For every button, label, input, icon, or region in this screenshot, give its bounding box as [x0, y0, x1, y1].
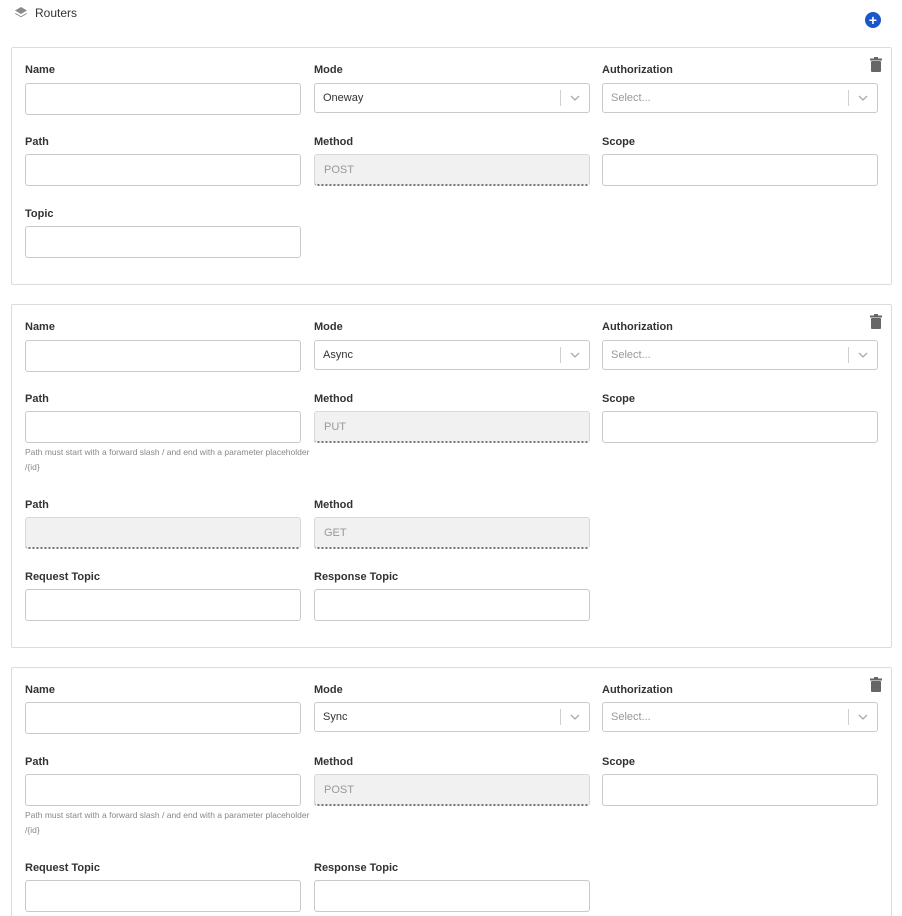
path-input[interactable]: [25, 774, 301, 806]
request-topic-label: Request Topic: [25, 571, 100, 583]
method-label: Method: [314, 393, 354, 405]
path-label: Path: [25, 136, 49, 148]
response-topic-label: Response Topic: [314, 571, 399, 583]
second-method-label: Method: [314, 499, 354, 511]
name-label: Name: [25, 684, 55, 696]
path-label: Path: [25, 756, 49, 768]
method-label: Method: [314, 756, 354, 768]
name-label: Name: [25, 321, 55, 333]
authorization-select[interactable]: [602, 83, 878, 113]
mode-value: Async: [323, 349, 353, 361]
response-topic-label: Response Topic: [314, 862, 399, 874]
mode-select[interactable]: [314, 83, 590, 113]
plus-circle-icon: +: [868, 12, 878, 28]
authorization-label: Authorization: [602, 64, 673, 76]
scope-label: Scope: [602, 393, 636, 405]
response-topic-input[interactable]: [314, 589, 590, 621]
name-input[interactable]: [25, 340, 301, 372]
method-value: POST: [324, 783, 354, 796]
authorization-select[interactable]: [602, 702, 878, 732]
chevron-down-icon: [849, 714, 877, 720]
method-value: PUT: [324, 420, 346, 433]
path-input[interactable]: [25, 154, 301, 186]
second-path-field: [25, 517, 301, 549]
topic-input[interactable]: [25, 226, 301, 258]
second-method-field: [314, 517, 590, 549]
chevron-down-icon: [561, 95, 589, 101]
chevron-down-icon: [849, 95, 877, 101]
mode-select[interactable]: [314, 340, 590, 370]
authorization-label: Authorization: [602, 684, 673, 696]
mode-select[interactable]: [314, 702, 590, 732]
authorization-placeholder: Select...: [611, 711, 651, 723]
response-topic-input[interactable]: [314, 880, 590, 912]
authorization-placeholder: Select...: [611, 92, 651, 104]
scope-label: Scope: [602, 136, 636, 148]
scope-input[interactable]: [602, 411, 878, 443]
request-topic-input[interactable]: [25, 880, 301, 912]
path-input[interactable]: [25, 411, 301, 443]
section-title: Routers: [35, 6, 78, 20]
second-method-value: GET: [324, 526, 347, 539]
method-value: POST: [324, 163, 354, 176]
mode-label: Mode: [314, 64, 343, 76]
name-input[interactable]: [25, 702, 301, 734]
chevron-down-icon: [561, 714, 589, 720]
chevron-down-icon: [561, 352, 589, 358]
request-topic-input[interactable]: [25, 589, 301, 621]
mode-value: Sync: [323, 711, 348, 723]
mode-label: Mode: [314, 684, 343, 696]
mode-value: Oneway: [323, 92, 364, 104]
request-topic-label: Request Topic: [25, 862, 100, 874]
topic-label: Topic: [25, 208, 54, 220]
trash-icon[interactable]: [870, 57, 882, 72]
add-router-button[interactable]: [865, 12, 881, 28]
name-label: Name: [25, 64, 55, 76]
authorization-label: Authorization: [602, 321, 673, 333]
method-field: [314, 154, 590, 186]
second-path-label: Path: [25, 499, 49, 511]
router-card-3: [11, 667, 892, 916]
scope-input[interactable]: [602, 774, 878, 806]
authorization-placeholder: Select...: [611, 349, 651, 361]
path-hint: Path must start with a forward slash / and end with a parameter placeholder /{id}: [25, 447, 310, 472]
trash-icon[interactable]: [870, 314, 882, 329]
authorization-select[interactable]: [602, 340, 878, 370]
layers-icon: [14, 6, 28, 20]
scope-label: Scope: [602, 756, 636, 768]
router-card-1: [11, 47, 892, 285]
method-field: [314, 411, 590, 443]
trash-icon[interactable]: [870, 677, 882, 692]
path-label: Path: [25, 393, 49, 405]
mode-label: Mode: [314, 321, 343, 333]
router-card-2: [11, 304, 892, 648]
method-label: Method: [314, 136, 354, 148]
scope-input[interactable]: [602, 154, 878, 186]
section-header: [14, 4, 77, 22]
name-input[interactable]: [25, 83, 301, 115]
path-hint: Path must start with a forward slash / and end with a parameter placeholder /{id}: [25, 810, 310, 835]
method-field: [314, 774, 590, 806]
chevron-down-icon: [849, 352, 877, 358]
